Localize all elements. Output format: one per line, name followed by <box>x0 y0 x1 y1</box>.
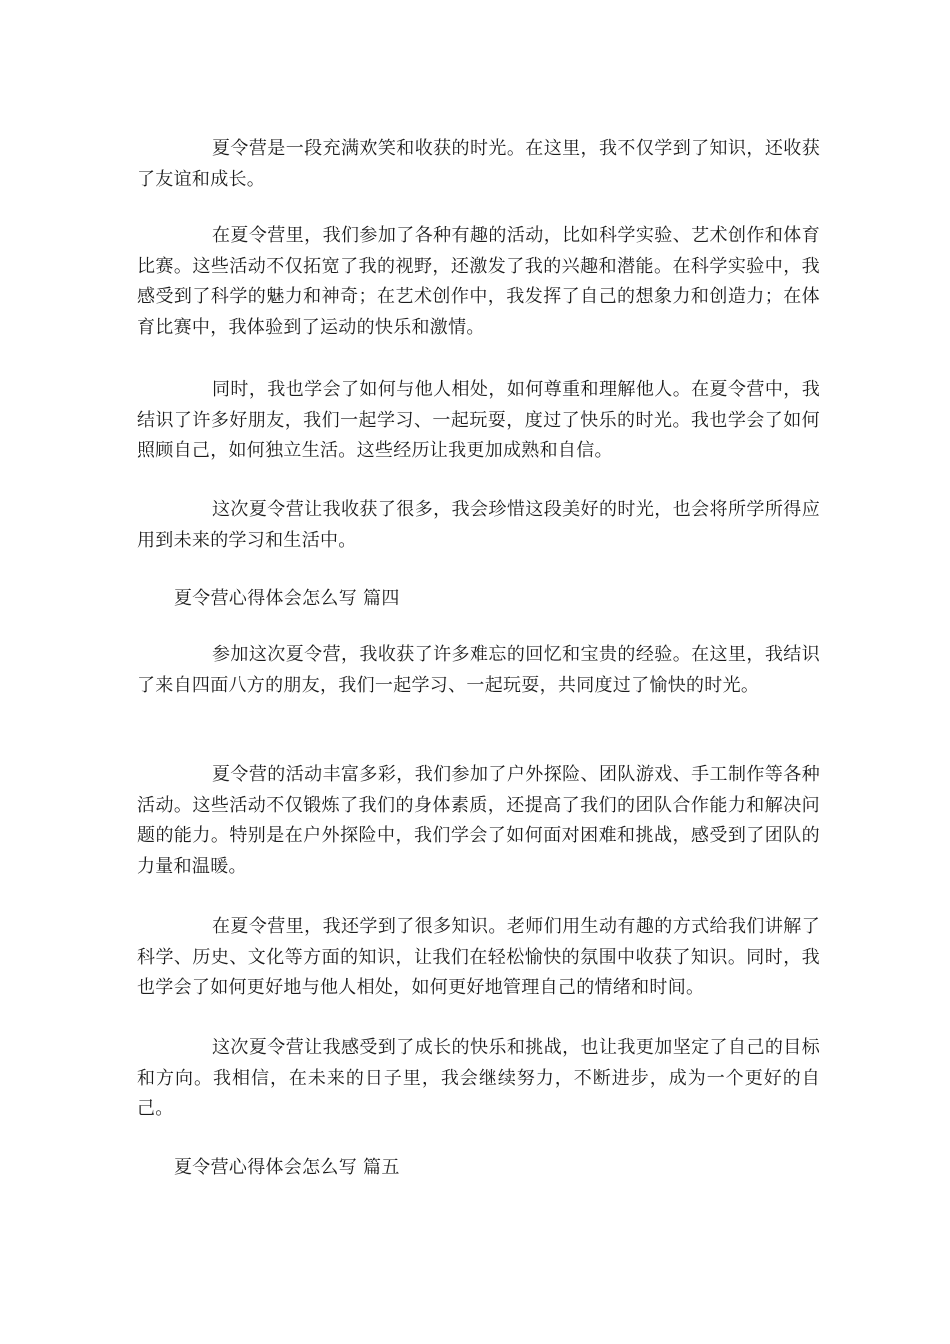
section-heading: 夏令营心得体会怎么写 篇四 <box>174 588 400 609</box>
paragraph: 夏令营是一段充满欢笑和收获的时光。在这里，我不仅学到了知识，还收获了友谊和成长。 <box>137 138 820 190</box>
section-heading: 夏令营心得体会怎么写 篇五 <box>174 1157 400 1178</box>
paragraph: 同时，我也学会了如何与他人相处，如何尊重和理解他人。在夏令营中，我结识了许多好朋友，我们一起学习、一起玩耍，度过了快乐的时光。我也学会了如何照顾自己，如何独立生活。这些经历让我更加成熟和自信。 <box>137 379 820 461</box>
paragraph: 参加这次夏令营，我收获了许多难忘的回忆和宝贵的经验。在这里，我结识了来自四面八方的朋友，我们一起学习、一起玩耍，共同度过了愉快的时光。 <box>137 644 820 696</box>
paragraph: 这次夏令营让我收获了很多，我会珍惜这段美好的时光，也会将所学所得应用到未来的学习和生活中。 <box>137 499 820 551</box>
paragraph: 在夏令营里，我们参加了各种有趣的活动，比如科学实验、艺术创作和体育比赛。这些活动不仅拓宽了我的视野，还激发了我的兴趣和潜能。在科学实验中，我感受到了科学的魅力和神奇；在艺术创作中，我发挥了自己的想象力和创造力；在体育比赛中，我体验到了运动的快乐和激情。 <box>137 225 820 338</box>
paragraph: 这次夏令营让我感受到了成长的快乐和挑战，也让我更加坚定了自己的目标和方向。我相信，在未来的日子里，我会继续努力，不断进步，成为一个更好的自己。 <box>137 1037 820 1119</box>
paragraph: 夏令营的活动丰富多彩，我们参加了户外探险、团队游戏、手工制作等各种活动。这些活动不仅锻炼了我们的身体素质，还提高了我们的团队合作能力和解决问题的能力。特别是在户外探险中，我们学会了如何面对困难和挑战，感受到了团队的力量和温暖。 <box>137 764 820 877</box>
paragraph: 在夏令营里，我还学到了很多知识。老师们用生动有趣的方式给我们讲解了科学、历史、文化等方面的知识，让我们在轻松愉快的氛围中收获了知识。同时，我也学会了如何更好地与他人相处，如何更好地管理自己的情绪和时间。 <box>137 916 820 998</box>
